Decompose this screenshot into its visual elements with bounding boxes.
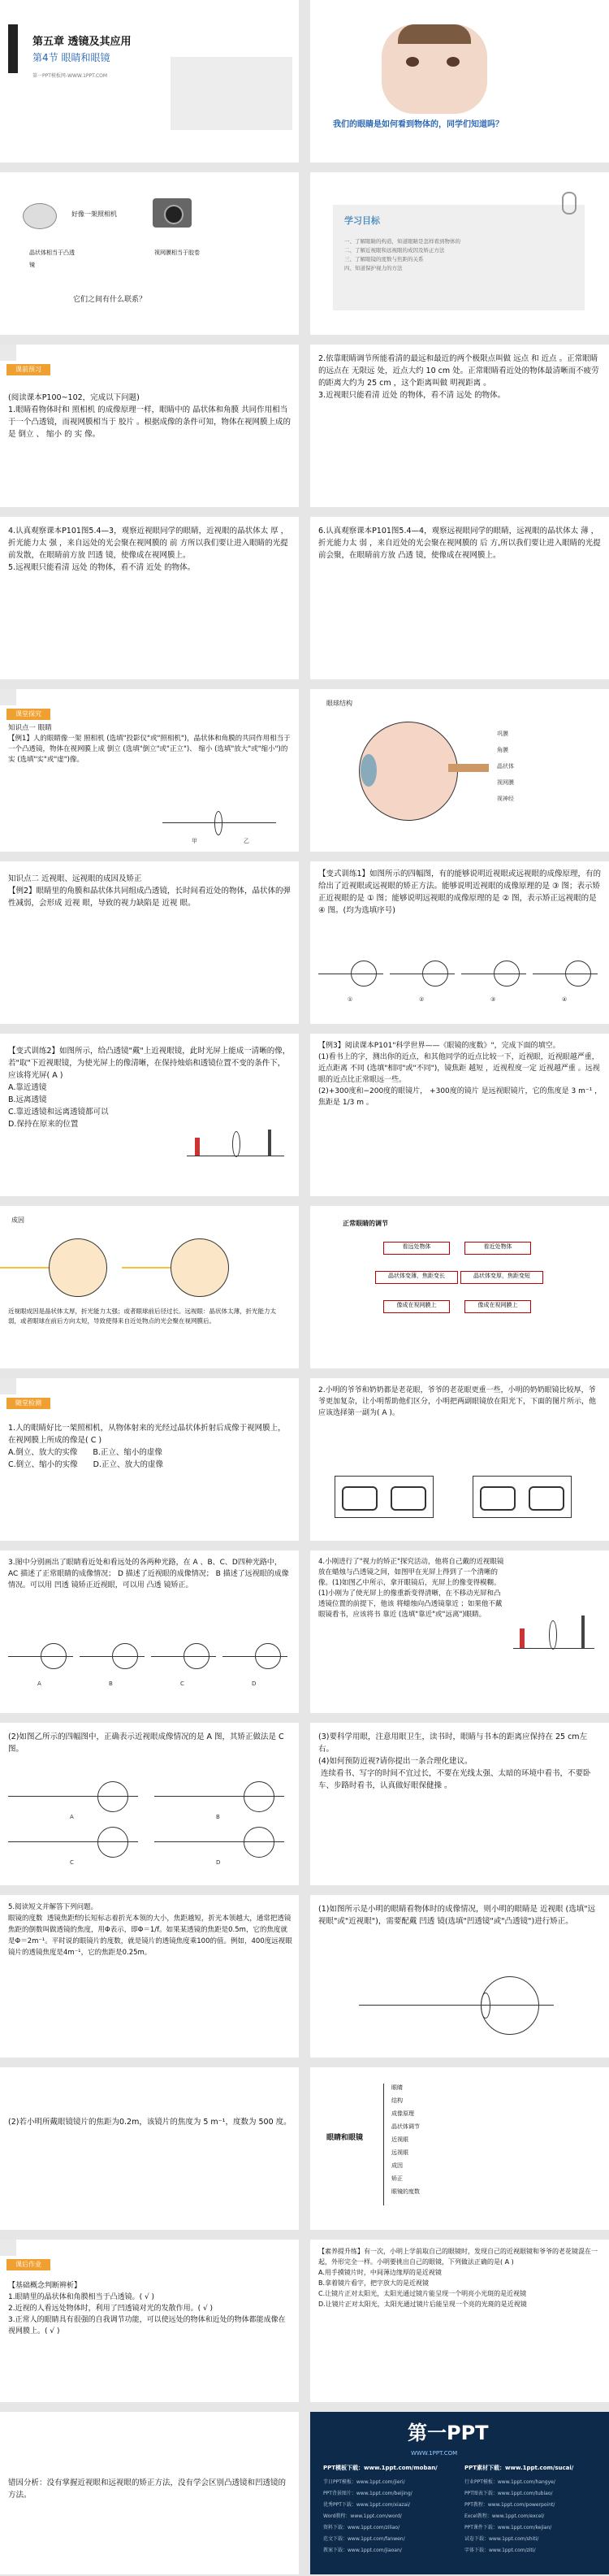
preview-slide-1 — [0, 345, 299, 507]
goal-slide — [310, 172, 609, 335]
preview-slide-2 — [310, 345, 609, 507]
path-d-label: D — [252, 1680, 257, 1687]
decorative-panel — [171, 57, 292, 130]
diagram-a-label: A — [70, 1814, 74, 1820]
intro-question: 我们的眼睛是如何看到物体的，同学们知道吗？ — [333, 120, 503, 129]
test-text-4: 4.小刚进行了"视力的矫正"探究活动，他将自己戴的近视眼镜放在蜡烛与凸透镜之间，如图甲在光屏上得到了一个清晰的像。(1)如图乙中所示，拿开眼镜后，光屏上的像变得模糊。 (1)小刚为了使光屏上的像重新变得清晰，在不移动光屏和凸透镜位置的前提下，他该 将蜡烛向凸透镜靠近 ；如果他不戴眼镜看书，应该将书 靠近 (选填"靠近"或"远离")眼睛。 — [318, 1558, 504, 1619]
summary-node-2: 结构 — [391, 2097, 403, 2104]
homework-tag: 课后作业 — [6, 2259, 50, 2270]
box-far-lens: 晶状体变薄，焦距变长 — [375, 1271, 458, 1284]
link-b-4[interactable]: Excel教程：www.1ppt.com/excel/ — [464, 2513, 545, 2519]
explore-slide-2 — [0, 861, 299, 1024]
explore-tag: 课堂探究 — [6, 709, 50, 720]
practice-slide-2 — [0, 1034, 299, 1196]
box-far-image: 像成在视网膜上 — [383, 1300, 450, 1313]
label-lens: 晶状体相当于凸透镜 — [29, 249, 75, 268]
myopia-eye — [49, 1238, 107, 1297]
link-a-1[interactable]: 节日PPT模板：www.1ppt.com/jieri/ — [323, 2479, 405, 2485]
preview-text-2: 2.依靠眼睛调节所能看清的最远和最近的两个极限点叫做 远点 和 近点 。正常眼睛的远点在 无限远 处，近点大约 10 cm 处。正常眼睛看近处的物体最清晰而不疲劳的距离大约为 25 cm ，这个距离叫做 明视距离 。 3.近视眼只能看清 近处 的物体，看不清 远处 的物体。 — [318, 354, 599, 400]
test-text-2: 2.小明的爷爷和奶奶都是老花眼，爷爷的老花眼更重一些，小明的奶奶眼镜比较厚，爷爷更加复杂，让小明帮助他们区分，小明把两副眼镜放在阳光下，下面的图片所示，他应该选择第一副为( A )。 — [318, 1386, 597, 1417]
example-3-text: 【例3】阅读课本P101"科学世界——《眼镜的度数》"，完成下面的填空。 (1)看书上的字，测出你的近点，和其他同学的近点比较一下，近视眼，近视眼越严重，近点距离 不同 (选填"相同"或"不同")，镜焦距 越短 ，近视程度一定 近视越严重 。远视眼的近点比正常眼远一些。 (2)+300度和−200度的眼镜片， +300度的镜片 是远视眼镜片，它的焦度是 3 m⁻¹ ，焦距是 1/3 m 。 — [318, 1042, 603, 1107]
fig-4 — [533, 957, 598, 990]
child-photo — [382, 24, 487, 114]
path-c — [151, 1640, 216, 1672]
path-a-label: A — [37, 1680, 41, 1687]
link-a-4[interactable]: Word教程：www.1ppt.com/word/ — [323, 2513, 402, 2519]
link-b-1[interactable]: 行业PPT模板：www.1ppt.com/hangye/ — [464, 2479, 555, 2485]
fig-2-label: ② — [419, 996, 425, 1003]
diagram-a — [8, 1780, 138, 1812]
path-a — [8, 1640, 73, 1672]
footer-text: 第一PPT模板网-WWW.1PPT.COM — [32, 73, 108, 79]
lens-diagram — [162, 811, 276, 835]
fig-3 — [461, 957, 526, 990]
eye-image — [23, 203, 57, 229]
eye-structure-slide — [310, 689, 609, 852]
test-text-1: 1.人的眼睛好比一架照相机，从物体射来的光经过晶状体折射后成像于视网膜上，在视网膜上所成的像是( C ) A.倒立、放大的实像 B.正立、缩小的虚像 C.倒立、缩小的实像 D.正立、放大的虚像 — [8, 1424, 286, 1469]
literacy-slide — [310, 2240, 609, 2402]
box-near-image: 像成在视网膜上 — [464, 1300, 531, 1313]
cause-note: 近视眼成因是晶状体太厚，折光能力太强；或者眼球前后径过长。远视眼：晶状体太薄，折光能力太弱，或者眼球在前后方向太短，导致使得来自近处物点的光会聚在视网膜后。 — [8, 1308, 276, 1325]
test-slide-3 — [0, 1550, 299, 1713]
test-text-5: (2)如图乙所示的四幅图中，正确表示近视眼成像情况的是 A 图，其矫正做法是 C 图。 — [8, 1733, 287, 1754]
goal-item-2: 二、了解近视眼和远视眼的成因及矫正方法 — [344, 247, 445, 254]
practice-text-1: 【变式训练1】如图所示的四幅图，有的能够说明近视眼或远视眼的成像原理，有的给出了近视眼或远视眼的矫正方法。能够说明近视眼的成像原理的是 ③ 图；表示矫正近视眼的是 ① 图；能够说明远视眼的成像原理的是 ② 图，表示矫正远视眼的是 ④ 图。(均为选填序号) — [318, 870, 602, 915]
title-slide — [0, 0, 299, 163]
summary-slide — [310, 2067, 609, 2230]
path-b — [80, 1640, 145, 1672]
accommodation-title: 正常眼睛的调节 — [343, 1220, 388, 1227]
cause-slide — [0, 1206, 299, 1368]
link-b-6[interactable]: 试卷下载：www.1ppt.com/shiti/ — [464, 2536, 539, 2542]
diagram-b-label: B — [216, 1814, 220, 1820]
link-a-2[interactable]: PPT背景图片：www.1ppt.com/beijing/ — [323, 2491, 412, 2496]
summary-node-7: 成因 — [391, 2162, 403, 2169]
link-b-2[interactable]: PPT图表下载：www.1ppt.com/tubiao/ — [464, 2491, 553, 2496]
summary-node-4: 晶状体调节 — [391, 2123, 420, 2130]
goal-item-1: 一、了解眼睛的构造，知道眼睛是怎样看到物体的 — [344, 238, 460, 245]
accommodation-slide — [310, 1206, 609, 1368]
link-a-6[interactable]: 范文下载：www.1ppt.com/fanwen/ — [323, 2536, 405, 2542]
example-3-slide — [310, 1034, 609, 1196]
glasses-1 — [335, 1476, 434, 1518]
brand-logo: 第一PPT — [408, 2422, 489, 2444]
diagram-b — [154, 1780, 284, 1812]
error-slide — [0, 2412, 299, 2574]
summary-node-5: 近视眼 — [391, 2136, 408, 2143]
brand-sub: WWW.1PPT.COM — [411, 2450, 458, 2457]
right-title[interactable]: PPT素材下载：www.1ppt.com/sucai/ — [464, 2465, 574, 2471]
test-slide-2 — [310, 1378, 609, 1541]
glasses-2 — [473, 1476, 572, 1518]
box-near: 看近处物体 — [464, 1242, 531, 1255]
myopia-diagram — [359, 1976, 554, 2033]
preview-text-4: 6.认真观察课本P101图5.4—4，观察远视眼同学的眼睛，远视眼的晶状体太 薄 ，折光能力太 弱 ，来自近处的光会聚在视网膜的 后 方,所以我们要让进入眼睛的光提前会聚，在眼睛前方放 凸透 镜，使像成在视网膜上。 — [318, 527, 601, 560]
preview-slide-3 — [0, 517, 299, 679]
link-a-5[interactable]: 资料下载：www.1ppt.com/ziliao/ — [323, 2525, 400, 2530]
summary-node-8: 矫正 — [391, 2175, 403, 2182]
practice-slide-1 — [310, 861, 609, 1024]
intro-slide — [310, 0, 609, 163]
literacy-text: 【素养提升练】有一次，小明上学前取自己的眼镜时，发现自己的近视眼镜和爷爷的老花镜混在一起，外形完全一样。小明要挑出自己的眼镜，下列做法正确的是( A ) A.用手摸镜片时，中间薄边缘厚的是近视镜 B.拿着镜片看字，把字放大的是近视镜 C.让镜片正对太阳光，太阳光通过镜片能呈现一个明亮小光斑的是近视镜 D.让镜片正对太阳光，太阳光通过镜片后能呈现一个亮的光斑的是近视镜 — [318, 2248, 598, 2308]
diagram-d — [154, 1825, 284, 1858]
preview-text-1: (阅读课本P100~102，完成以下问题) 1.眼睛看物体时和 照相机 的成像原理一样，眼睛中的 晶状体和角膜 共同作用相当于一个凸透镜，而视网膜相当于 胶片 。根据成像的条件可知，物体在视网膜上成的是 倒立 、 缩小 的 实 像。 — [8, 393, 292, 439]
fig-label-a: 甲 — [192, 838, 197, 844]
test-tag: 随堂检测 — [6, 1398, 50, 1409]
explore-text-1: 知识点一 眼睛 【例1】人的眼睛像一架 照相机 (选填"投影仪"或"照相机")，晶状体和角膜的共同作用相当于一个凸透镜，物体在视网膜上成 倒立 (选填"倒立"或"正立")、 缩小 (选填"放大"或"缩小")的 实 (选填"实"或"虚")像。 — [8, 724, 291, 764]
error-text: 错因分析：没有掌握近视眼和远视眼的矫正方法，没有学会区别凸透镜和凹透镜的方法。 — [8, 2478, 287, 2500]
lens-shape — [361, 754, 377, 787]
fig-1-label: ① — [348, 996, 353, 1003]
camera-image — [153, 198, 192, 228]
fig-1 — [318, 957, 383, 990]
goal-item-4: 四、知道保护视力的方法 — [344, 265, 403, 271]
brand-slide — [310, 2412, 609, 2574]
test-slide-1 — [0, 1378, 299, 1541]
eye-label-retina: 视网膜 — [497, 779, 514, 786]
hyperopia-eye — [171, 1238, 229, 1297]
label-film: 视网膜相当于胶卷 — [154, 249, 200, 256]
test-slide-6 — [310, 1723, 609, 1885]
section-title: 第4节 眼睛和眼镜 — [32, 52, 110, 63]
diagram-c-label: C — [70, 1859, 74, 1866]
fig-label-b: 乙 — [244, 838, 249, 844]
left-title[interactable]: PPT模板下载：www.1ppt.com/moban/ — [323, 2465, 438, 2471]
summary-node-1: 眼睛 — [391, 2084, 403, 2091]
diagram-c — [8, 1825, 138, 1858]
test-text-3: 3.图中分别画出了眼睛看近处和看远处的各两种光路，在 A 、B、C、D四种光路中， AC 描述了正常眼睛的成像情况； D 描述了近视眼的成像情况； B 描述了远视眼的成像情况。可以用 凹透 镜矫正近视眼，可以用 凸透 镜矫正。 — [8, 1559, 289, 1589]
eye-structure-title: 眼球结构 — [326, 700, 352, 707]
summary-node-9: 眼镜的度数 — [391, 2188, 420, 2195]
link-b-5[interactable]: PPT课件下载：www.1ppt.com/kejian/ — [464, 2525, 552, 2530]
path-c-label: C — [180, 1680, 184, 1687]
box-near-lens: 晶状体变厚，焦距变短 — [460, 1271, 543, 1284]
reading-text: 5.阅读短文并解答下列问题。 眼镜的度数 透镜焦距f的长短标志着折光本领的大小，焦距越短，折光本领越大，通常把透镜焦距的倒数叫做透镜的焦度，用Φ表示，即Φ＝1/f。如果某透镜的焦距是0.5m，它的焦度就是Φ＝2m⁻¹。平时说的眼镜片的度数，就是镜片的透镜焦度乘100的值。例如，400度远视眼镜片的透镜焦度是4m⁻¹，它的焦距是0.25m。 — [8, 1903, 292, 1957]
eye-label-nerve: 视神经 — [497, 796, 514, 802]
homework-text: 【基础概念判断辨析】 1.眼睛里的晶状体和角膜相当于凸透镜。( √ ) 2.近视的人看远处物体时，利用了凹透镜对光的发散作用。( √ ) 3.正常人的眼睛具有很强的自我调节功能，可以使远处的物体和近处的物体都能成像在视网膜上。( √ ) — [8, 2282, 286, 2335]
test-text-8: (2)若小明所戴眼镜镜片的焦距为0.2m，该镜片的焦度为 5 m⁻¹，度数为 500 度。 — [8, 2118, 292, 2127]
homework-slide — [0, 2240, 299, 2402]
test-slide-5 — [0, 1723, 299, 1885]
test-text-6: (3)要科学用眼，注意用眼卫生，读书时，眼睛与书本的距离应保持在 25 cm左右。 (4)如何预防近视?请你提出一条合理化建议。 连续看书、写字的时间不宜过长，不要在光线太强、太暗的环境中看书，不要卧车、步路时看书，认真做好眼保健操 。 — [318, 1733, 591, 1790]
camera-question: 它们之间有什么联系？ — [73, 296, 147, 304]
eye-label-sclera: 巩膜 — [497, 731, 508, 737]
summary-root: 眼睛和眼镜 — [326, 2134, 364, 2142]
optic-nerve — [448, 764, 489, 772]
preview-text-3: 4.认真观察课本P101图5.4—3，观察近视眼同学的眼睛，近视眼的晶状体太 厚 ，折光能力太 强 ，来自远处的光会聚在视网膜的 前 方所以我们要让进入眼睛的光提前发散，在眼睛前方放 凹透 镜，使像成在视网膜上。 5.远视眼只能看清 远处 的物体，看不清 近处 的物体。 — [8, 527, 289, 572]
path-d — [222, 1640, 287, 1672]
cause-title: 成因 — [11, 1216, 24, 1224]
label-camera: 好像一架照相机 — [71, 210, 117, 218]
fig-4-label: ④ — [562, 996, 568, 1003]
preview-tag: 课前预习 — [6, 364, 50, 375]
box-far: 看远处物体 — [383, 1242, 450, 1255]
link-b-7[interactable]: 字体下载：www.1ppt.com/ziti/ — [464, 2548, 536, 2553]
chapter-title: 第五章 透镜及其应用 — [32, 36, 132, 48]
goal-item-3: 三、了解眼镜的度数与焦距的关系 — [344, 256, 424, 262]
link-a-3[interactable]: 优秀PPT下载：www.1ppt.com/xiazai/ — [323, 2502, 410, 2508]
paperclip-icon — [562, 192, 577, 215]
practice-text-2: 【变式训练2】如图所示，给凸透镜"戴"上近视眼镜，此时光屏上能成一清晰的像，若"取"下近视眼镜，为使光屏上的像清晰，在保持烛焰和透镜位置不变的条件下，应该将光屏( A ) A.靠近透镜 B.远离透镜 C.靠近透镜和远离透镜都可以 D.保持在原来的位置 — [8, 1047, 291, 1129]
preview-slide-4 — [310, 517, 609, 679]
diagram-d-label: D — [216, 1859, 221, 1866]
summary-node-3: 成像原理 — [391, 2110, 414, 2117]
candle-lens-diagram — [187, 1123, 284, 1164]
camera-slide — [0, 172, 299, 335]
link-b-3[interactable]: PPT教程：www.1ppt.com/powerpoint/ — [464, 2502, 555, 2508]
path-b-label: B — [109, 1680, 113, 1687]
test-slide-7 — [310, 1895, 609, 2058]
goal-title: 学习目标 — [344, 215, 380, 226]
fig-2 — [390, 957, 455, 990]
summary-node-6: 远视眼 — [391, 2149, 408, 2156]
explore-text-2: 知识点二 近视眼、远视眼的成因及矫正 【例2】眼睛里的角膜和晶状体共同组成凸透镜，长时间看近处的物体，晶状体的弹性减弱，会形成 近视 眼，导致的视力缺陷是 近视 眼。 — [8, 874, 292, 908]
eye-label-lens: 晶状体 — [497, 763, 514, 770]
test-text-7: (1)如图所示是小明的眼睛看物体时的成像情况，则小明的眼睛是 近视眼 (选填"远视眼"或"近视眼")，需要配戴 凹透 镜(选填"凹透镜"或"凸透镜")进行矫正。 — [318, 1905, 596, 1926]
explore-slide-1 — [0, 689, 299, 852]
test-slide-8 — [0, 2067, 299, 2230]
eye-label-cornea: 角膜 — [497, 747, 508, 753]
reading-slide — [0, 1895, 299, 2058]
optics-bench — [513, 1607, 594, 1656]
link-a-7[interactable]: 教案下载：www.1ppt.com/jiaoan/ — [323, 2548, 402, 2553]
fig-3-label: ③ — [490, 996, 496, 1003]
test-slide-4 — [310, 1550, 609, 1713]
